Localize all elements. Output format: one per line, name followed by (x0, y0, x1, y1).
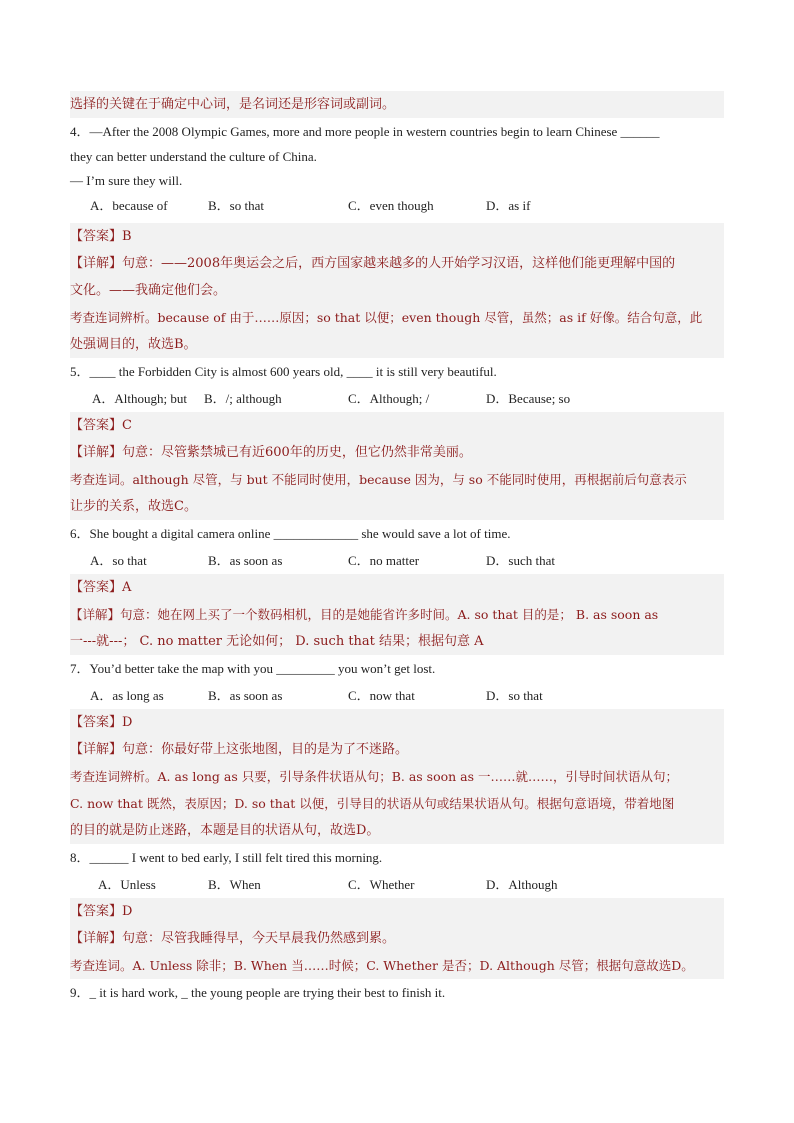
option-a: A．Unless (98, 877, 156, 892)
option-c: C．no matter (348, 553, 420, 568)
detail-line: 【详解】句意：她在网上买了一个数码相机，目的是她能省许多时间。A. so that 目的是； B. as soon as (70, 607, 659, 622)
detail-line: 【详解】句意：——2008年奥运会之后，西方国家越来越多的人开始学习汉语，这样他们能更理解中国的 (70, 256, 676, 271)
option-a: A．so that (90, 553, 147, 568)
question-6-options (70, 547, 724, 574)
option-d: D．so that (486, 688, 543, 703)
question-8-line-1: 8．______ I went to bed early, I still felt tired this morning. (70, 850, 383, 865)
detail-line: 【详解】句意：尽管我睡得早，今天早晨我仍然感到累。 (70, 931, 396, 946)
detail-line: 考查连词辨析。because of 由于……原因；so that 以便；even though 尽管，虽然；as if 好像。结合句意，此 (70, 310, 703, 325)
detail-line: 让步的关系，故选C。 (70, 499, 197, 514)
detail-line: C. now that 既然，表原因；D. so that 以便，引导目的状语从句或结果状语从句。根据句意语境，带着地图 (70, 796, 675, 811)
question-4-answer-block (70, 223, 724, 358)
detail-line: 考查连词。although 尽管，与 but 不能同时使用，because 因为，与 so 不能同时使用，再根据前后句意表示 (70, 472, 687, 487)
question-8-options (70, 871, 724, 898)
detail-line: 【详解】句意：你最好带上这张地图，目的是为了不迷路。 (70, 742, 409, 757)
answer-label: 【答案】D (70, 715, 133, 730)
option-a: A．because of (90, 198, 168, 213)
option-b: B．as soon as (208, 688, 283, 703)
detail-line: 考查连词。A. Unless 除非；B. When 当……时候；C. Whether 是否；D. Although 尽管；根据句意故选D。 (70, 958, 694, 973)
option-c: C．even though (348, 198, 434, 213)
answer-label: 【答案】B (70, 229, 132, 244)
question-6-line-1: 6．She bought a digital camera online _____________ she would save a lot of time. (70, 526, 511, 541)
question-7-options (70, 682, 724, 709)
question-5-line-1: 5．____ the Forbidden City is almost 600 years old, ____ it is still very beautiful. (70, 364, 497, 379)
question-4-line-3: — I’m sure they will. (70, 173, 183, 188)
option-c: C．Whether (348, 877, 415, 892)
detail-line: 的目的就是防止迷路，本题是目的状语从句，故选D。 (70, 823, 380, 838)
detail-line: 处强调目的，故选B。 (70, 337, 197, 352)
question-4-line-2: they can better understand the culture of China. (70, 149, 317, 164)
answer-label: 【答案】A (70, 580, 132, 595)
option-d: D．such that (486, 553, 555, 568)
question-8-answer-block (70, 898, 724, 979)
option-b: B．When (208, 877, 261, 892)
option-b: B．so that (208, 198, 264, 213)
answer-label: 【答案】C (70, 418, 132, 433)
detail-line: 文化。——我确定他们会。 (70, 283, 227, 298)
question-7-answer-block (70, 709, 724, 844)
detail-line: 一---就---； C. no matter 无论如何； D. such that 结果；根据句意 A (70, 634, 484, 649)
detail-line: 考查连词辨析。A. as long as 只要，引导条件状语从句；B. as soon as 一……就……，引导时间状语从句； (70, 769, 679, 784)
question-6-answer-block (70, 574, 724, 655)
option-b: B．as soon as (208, 553, 283, 568)
answer-label: 【答案】D (70, 904, 133, 919)
detail-line: 【详解】句意：尽管紫禁城已有近600年的历史，但它仍然非常美丽。 (70, 445, 472, 460)
document-page (70, 93, 724, 1006)
option-d: D．as if (486, 198, 531, 213)
option-a: A．as long as (90, 688, 164, 703)
question-4-line-1: 4．—After the 2008 Olympic Games, more and more people in western countries begin to learn Chinese ______ (70, 124, 660, 139)
option-d: D．Because; so (486, 391, 571, 406)
option-b: B．/; although (204, 391, 282, 406)
question-4-options (70, 192, 724, 219)
option-c: C．now that (348, 688, 415, 703)
question-7-line-1: 7．You’d better take the map with you _________ you won’t get lost. (70, 661, 436, 676)
option-a: A．Although; but (92, 391, 187, 406)
intro-text: 选择的关键在于确定中心词，是名词还是形容词或副词。 (70, 91, 724, 118)
question-9-line-1: 9．_ it is hard work, _ the young people are trying their best to finish it. (70, 985, 446, 1000)
option-d: D．Although (486, 877, 558, 892)
question-5-options (70, 385, 724, 412)
option-c: C．Although; / (348, 391, 430, 406)
question-5-answer-block (70, 412, 724, 520)
